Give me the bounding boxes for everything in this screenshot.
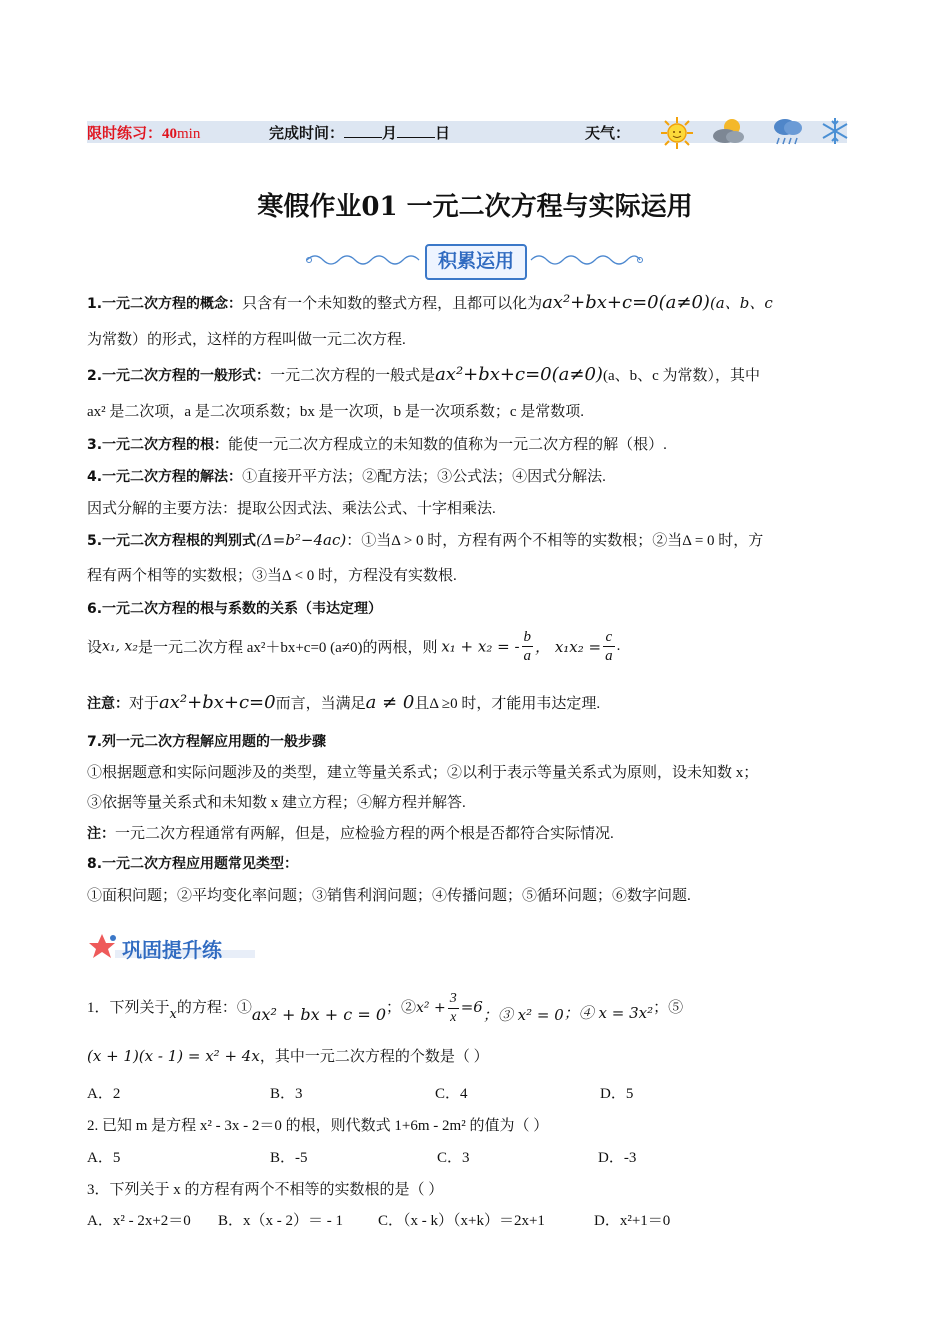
time-limit: 限时练习：40min [87,124,201,142]
k7-line1: ①根据题意和实际问题涉及的类型，建立等量关系式；②以利于表示等量关系式为原则，设未知数 x； [87,765,759,781]
fraction-c-over-a: $\frac{c}{a}$ [605,629,613,664]
k6-heading: 6.一元二次方程的根与系数的关系（韦达定理） [87,601,383,617]
k5-line1: 5.一元二次方程根的判别式(Δ=b²−4ac)：①当Δ > 0 时，方程有两个不相等的实数根；②当Δ = 0 时，方 [87,531,764,549]
q2-option-d[interactable]: D．-3 [598,1150,637,1166]
partly-cloudy-icon [708,116,748,146]
vieta-line: 设x₁, x₂是一元二次方程 ax²＋bx+c=0 (a≠0)的两根，则 x₁ + x₂ = - $\frac{b}{a}$ ， x₁x₂ = $\frac{c}{a}$ . [87,629,621,664]
right-wave-decoration [530,252,645,268]
q2-option-b[interactable]: B．-5 [270,1150,308,1166]
k1-line2: 为常数）的形式，这样的方程叫做一元二次方程. [87,332,406,348]
q3-option-b[interactable]: B．x（x - 2）＝ - 1 [218,1213,343,1229]
snowflake-icon [820,116,850,146]
k2-line1: 2.一元二次方程的一般形式：一元二次方程的一般式是ax²+bx+c=0(a≠0)(a、b、c 为常数），其中 [87,364,761,385]
q1-option-a[interactable]: A．2 [87,1086,121,1102]
section-badge-accumulate: 积累运用 [425,244,527,280]
section-title-consolidate: 巩固提升练 [122,938,222,962]
k5-line2: 程有两个相等的实数根；③当Δ < 0 时，方程没有实数根. [87,568,457,584]
k7-note: 注：一元二次方程通常有两解，但是，应检验方程的两个根是否都符合实际情况. [87,826,614,842]
left-wave-decoration [305,252,420,268]
rain-icon [771,116,805,148]
q2-option-a[interactable]: A．5 [87,1150,121,1166]
question-1-line1: 1．下列关于x的方程：①ax² + bx + c = 0；②x² + $\frac{3}{x}$ =6；③ x² = 0；④ x = 3x²；⑤ [87,991,684,1025]
q3-option-d[interactable]: D．x²+1＝0 [594,1213,671,1229]
k7-heading: 7.列一元二次方程解应用题的一般步骤 [87,734,327,750]
q2-option-c[interactable]: C．3 [437,1150,470,1166]
note-line: 注意：对于ax²+bx+c=0而言，当满足a ≠ 0且Δ ≥0 时，才能用韦达定理. [87,692,601,713]
q3-option-c[interactable]: C．（x - k）（x+k）＝2x+1 [378,1213,545,1229]
page-title: 寒假作业01 一元二次方程与实际运用 [257,192,693,222]
q1-option-b[interactable]: B．3 [270,1086,303,1102]
k7-line2: ③依据等量关系式和未知数 x 建立方程；④解方程并解答. [87,795,466,811]
fraction-3-over-x: $\frac{3}{x}$ [449,991,457,1025]
k8-body: ①面积问题；②平均变化率问题；③销售利润问题；④传播问题；⑤循环问题；⑥数字问题. [87,888,691,904]
k2-line2: ax² 是二次项，a 是二次项系数；bx 是一次项，b 是一次项系数；c 是常数项. [87,404,584,420]
sun-icon [660,116,694,150]
question-3-stem: 3．下列关于 x 的方程有两个不相等的实数根的是（ ） [87,1182,444,1198]
q1-option-d[interactable]: D．5 [600,1086,634,1102]
month-blank[interactable] [344,123,382,138]
k3-line: 3.一元二次方程的根：能使一元二次方程成立的未知数的值称为一元二次方程的解（根）. [87,437,667,453]
q1-option-c[interactable]: C．4 [435,1086,468,1102]
question-1-line2: (x + 1)(x - 1) = x² + 4x，其中一元二次方程的个数是（ ） [87,1047,489,1065]
weather-label: 天气： [585,124,631,142]
k1-line1: 1.一元二次方程的概念：只含有一个未知数的整式方程，且都可以化为ax²+bx+c=0(a≠0)(a、b、c [87,292,773,313]
fraction-b-over-a: $\frac{b}{a}$ [523,629,532,664]
question-2-stem: 2. 已知 m 是方程 x² - 3x - 2＝0 的根，则代数式 1+6m - 2m² 的值为（ ） [87,1118,549,1134]
k4-line2: 因式分解的主要方法：提取公因式法、乘法公式、十字相乘法. [87,501,496,517]
k4-line1: 4.一元二次方程的解法：①直接开平方法；②配方法；③公式法；④因式分解法. [87,469,606,485]
finish-time: 完成时间： 月 日 [269,124,451,142]
day-blank[interactable] [397,123,435,138]
k8-heading: 8.一元二次方程应用题常见类型： [87,856,299,872]
q3-option-a[interactable]: A．x² - 2x+2＝0 [87,1213,191,1229]
